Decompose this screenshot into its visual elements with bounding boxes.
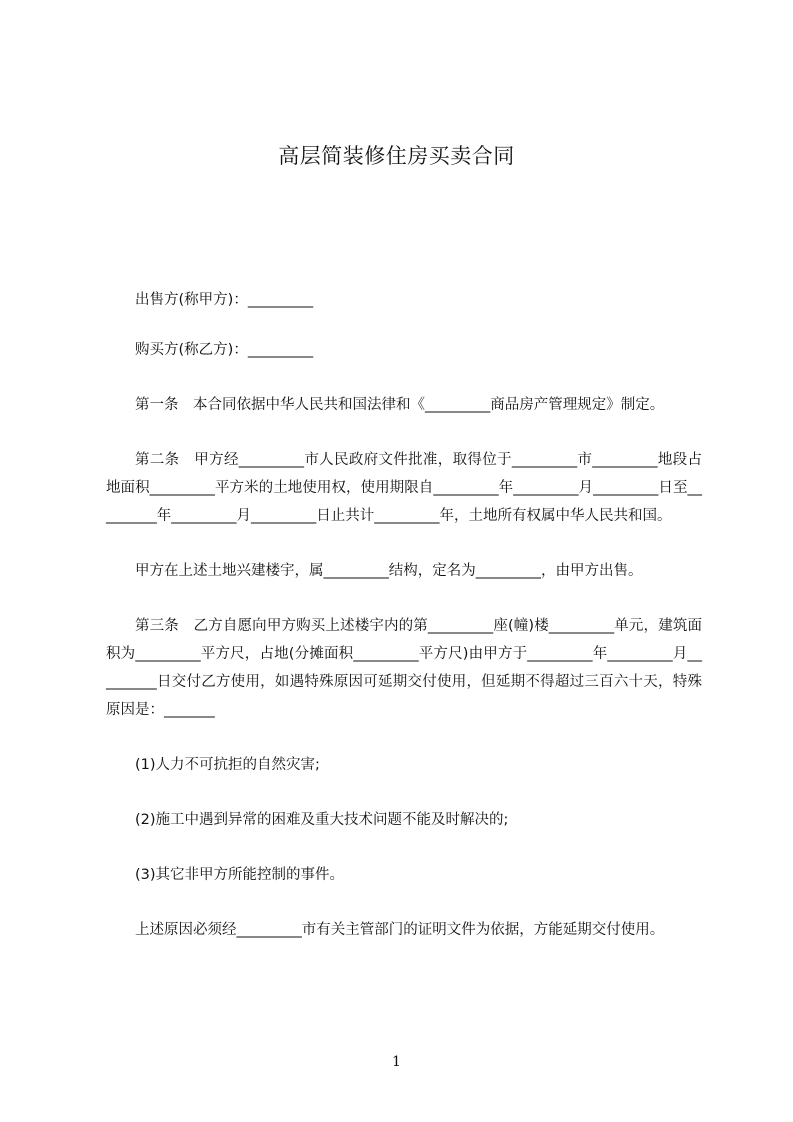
page-number: 1 <box>392 1054 401 1070</box>
article-1: 第一条 本合同依据中华人民共和国法律和《_________商品房产管理规定》制定。 <box>135 397 665 413</box>
seller-line: 出售方(称甲方)：_________ <box>135 292 314 308</box>
document-title: 高层简装修住房买卖合同 <box>278 144 515 168</box>
article-2: 第二条 甲方经_________市人民政府文件批准，取得位于_________市_________地段占地面积_________平方米的土地使用权，使用期限自_________年_________月_________日至_________年_________月_________日止共计_________年，土地所有权属中华人民共和国。 <box>106 452 702 524</box>
reason-2: (2)施工中遇到异常的困难及重大技术问题不能及时解决的; <box>135 812 509 828</box>
reason-proof-paragraph: 上述原因必须经_________市有关主管部门的证明文件为依据，方能延期交付使用。 <box>135 922 665 938</box>
reason-3: (3)其它非甲方所能控制的事件。 <box>135 867 345 883</box>
document-body <box>106 286 702 944</box>
buyer-line: 购买方(称乙方)：_________ <box>135 342 314 358</box>
reason-1: (1)人力不可抗拒的自然灾害; <box>135 757 320 773</box>
building-paragraph: 甲方在上述土地兴建楼宇，属_________结构，定名为_________，由甲方出售。 <box>135 563 643 579</box>
article-3: 第三条 乙方自愿向甲方购买上述楼宇内的第_________座(幢)楼_________单元，建筑面积为_________平方尺，占地(分摊面积_________平方尺)由甲方于_________年_________月_________日交付乙方使用，如遇特殊原因可延期交付使用，但延期不得超过三百六十天，特殊原因是：_______ <box>106 618 702 718</box>
